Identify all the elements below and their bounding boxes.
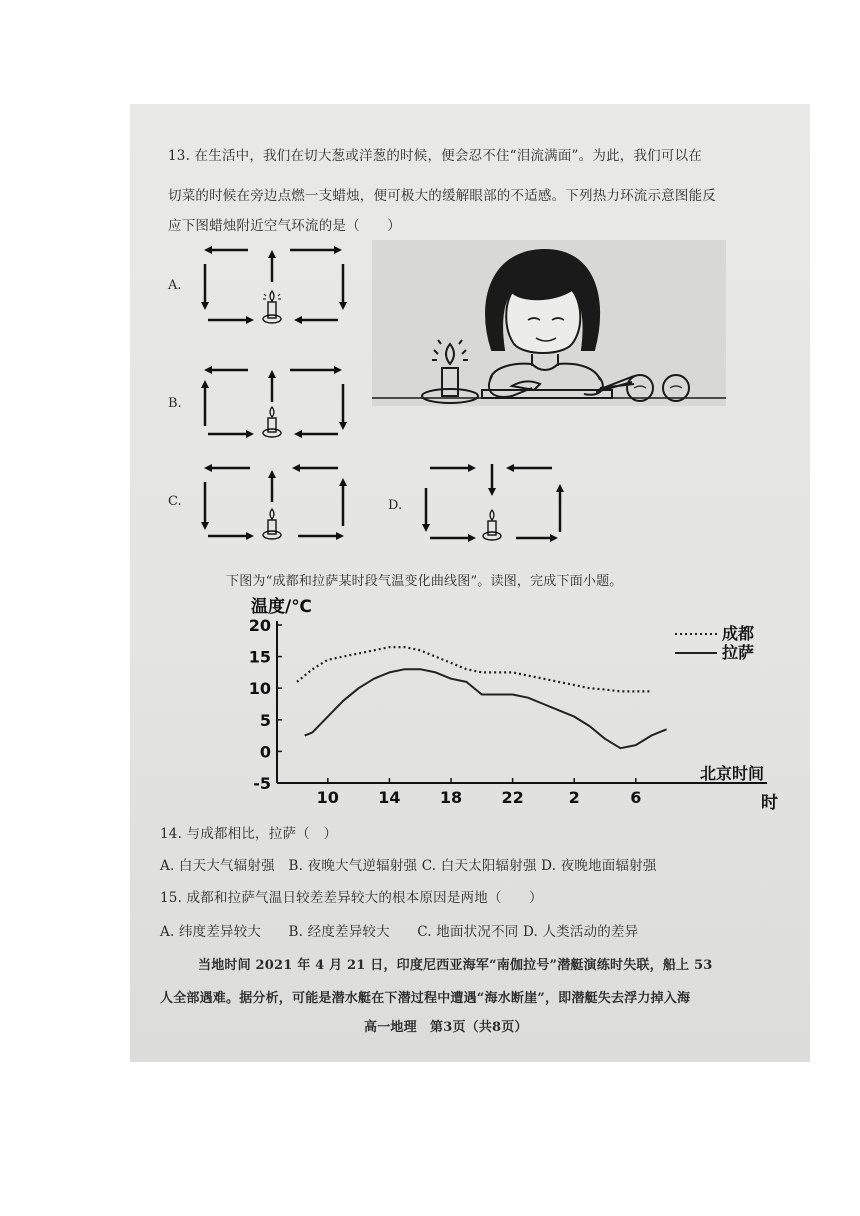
exam-page xyxy=(130,104,810,1062)
option-d-diagram xyxy=(412,458,582,558)
option-c-label: C. xyxy=(168,494,182,509)
x-tick-label: 2 xyxy=(568,788,580,807)
candle-icon xyxy=(263,291,281,323)
y-tick-label: 10 xyxy=(248,679,271,699)
candle-icon xyxy=(263,509,281,539)
q13-line-2: 切菜的时候在旁边点燃一支蜡烛，便可极大的缓解眼部的不适感。下列热力环流示意图能反 xyxy=(168,188,716,204)
series-line-lhasa xyxy=(305,669,667,748)
y-tick-label: -5 xyxy=(253,774,271,793)
x-axis-label: 北京时间 xyxy=(700,764,765,783)
option-b-diagram xyxy=(190,356,360,456)
x-tick-label: 10 xyxy=(316,788,339,807)
option-a-label: A. xyxy=(168,278,182,293)
y-tick-label: 15 xyxy=(248,647,271,667)
option-b-label: B. xyxy=(168,396,182,411)
q13-line-1: 13. 在生活中，我们在切大葱或洋葱的时候，便会忍不住“泪流满面”。为此，我们可以在 xyxy=(168,148,702,164)
series-line-chengdu xyxy=(297,647,651,691)
q13-line-3: 应下图蜡烛附近空气环流的是（ ） xyxy=(168,218,401,234)
passage-line-1: 当地时间 2021 年 4 月 21 日，印度尼西亚海军“南伽拉号”潜艇演练时失联，船上 53 xyxy=(198,958,713,973)
y-axis-label: 温度/℃ xyxy=(251,597,312,617)
legend-label-lhasa: 拉萨 xyxy=(722,643,755,662)
q15-stem: 15. 成都和拉萨气温日较差差异较大的根本原因是两地（ ） xyxy=(160,890,543,906)
x-tick-label: 22 xyxy=(501,788,524,807)
x-tick-label: 14 xyxy=(378,788,401,807)
option-d-label: D. xyxy=(388,498,403,513)
option-a-diagram xyxy=(190,236,360,336)
candle-icon xyxy=(263,407,281,437)
girl-cutting-onion-illustration xyxy=(372,240,726,406)
passage-line-2: 人全部遇难。据分析，可能是潜水艇在下潜过程中遭遇“海水断崖”，即潜艇失去浮力掉入海 xyxy=(160,991,691,1006)
candle-icon xyxy=(483,510,501,540)
q14-options: A. 白天大气辐射强 B. 夜晚大气逆辐射强 C. 白天太阳辐射强 D. 夜晚地面辐射强 xyxy=(160,858,657,874)
x-axis-unit: 时 xyxy=(761,793,778,813)
q15-options: A. 纬度差异较大 B. 经度差异较大 C. 地面状况不同 D. 人类活动的差异 xyxy=(160,924,639,940)
x-tick-label: 18 xyxy=(439,788,463,807)
chart-intro: 下图为“成都和拉萨某时段气温变化曲线图”。读图，完成下面小题。 xyxy=(226,574,623,589)
q14-stem: 14. 与成都相比，拉萨（ ） xyxy=(160,826,338,842)
x-tick-label: 6 xyxy=(630,788,642,807)
y-tick-label: 20 xyxy=(248,616,271,635)
y-tick-label: 0 xyxy=(259,742,271,762)
page-footer: 高一地理 第3页（共8页） xyxy=(364,1020,528,1035)
temperature-chart xyxy=(245,596,805,812)
option-c-diagram xyxy=(190,456,360,556)
y-tick-label: 5 xyxy=(259,710,271,730)
legend-label-chengdu: 成都 xyxy=(722,624,755,643)
